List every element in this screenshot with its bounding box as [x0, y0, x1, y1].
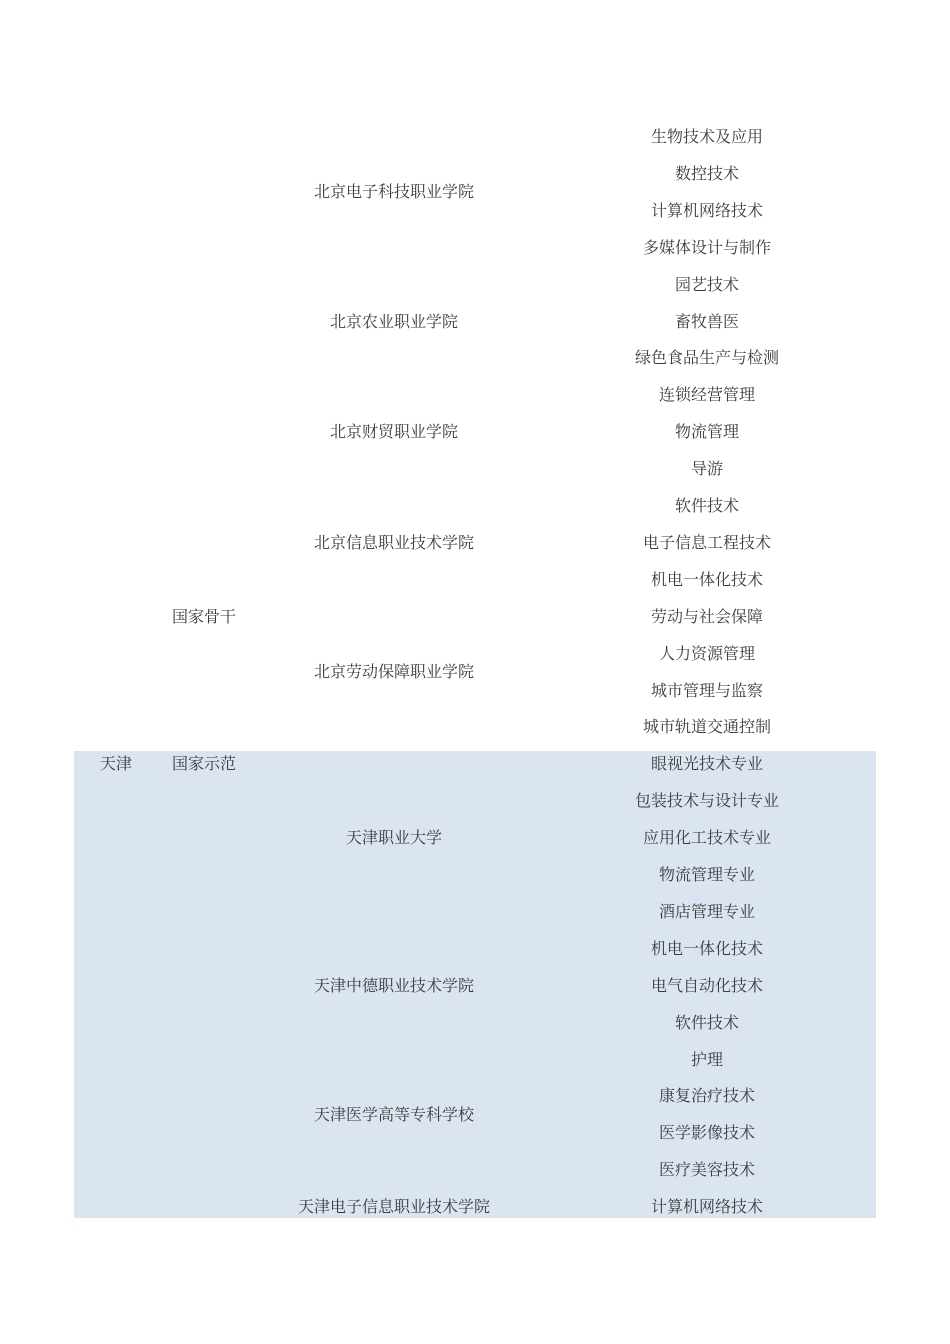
major-name: 绿色食品生产与检测 [634, 348, 779, 368]
school-name: 北京农业职业学院 [329, 311, 458, 331]
major-name: 电气自动化技术 [650, 975, 763, 995]
school-name: 北京电子科技职业学院 [313, 182, 474, 202]
major-name: 康复治疗技术 [658, 1086, 755, 1106]
major-name: 医学影像技术 [658, 1123, 755, 1143]
major-name: 机电一体化技术 [650, 938, 763, 958]
major-name: 医疗美容技术 [658, 1160, 755, 1180]
region-label: 天津 [99, 754, 132, 774]
school-name: 北京财贸职业学院 [329, 422, 458, 442]
region-label [74, 599, 158, 635]
institution-type-label: 国家示范 [171, 754, 236, 774]
major-name: 酒店管理专业 [658, 901, 755, 921]
school-name: 北京劳动保障职业学院 [313, 662, 474, 682]
major-name: 计算机网络技术 [650, 1197, 763, 1217]
major-name: 物流管理 [674, 422, 739, 442]
major-name: 连锁经营管理 [658, 385, 755, 405]
major-name: 护理 [690, 1049, 723, 1069]
major-name: 物流管理专业 [658, 865, 755, 884]
school-name: 天津医学高等专科学校 [313, 1104, 474, 1124]
major-name: 软件技术 [674, 1012, 739, 1032]
major-name: 劳动与社会保障 [650, 606, 763, 626]
major-name: 眼视光技术专业 [650, 754, 763, 774]
major-name: 畜牧兽医 [674, 311, 739, 331]
major-name: 多媒体设计与制作 [642, 237, 771, 257]
major-name: 城市管理与监察 [650, 680, 763, 700]
major-name: 园艺技术 [674, 274, 739, 294]
major-name: 软件技术 [674, 496, 739, 515]
major-name: 包装技术与设计专业 [634, 791, 779, 811]
major-name: 城市轨道交通控制 [642, 717, 771, 737]
school-name: 天津电子信息职业技术学院 [297, 1197, 490, 1217]
school-name: 天津职业大学 [345, 828, 442, 848]
major-name: 电子信息工程技术 [642, 532, 771, 552]
major-name: 计算机网络技术 [650, 200, 763, 220]
major-name: 数控技术 [674, 163, 739, 183]
school-name: 北京信息职业技术学院 [313, 532, 474, 552]
major-name: 应用化工技术专业 [642, 828, 771, 848]
school-name: 天津中德职业技术学院 [313, 975, 474, 995]
major-name: 机电一体化技术 [650, 569, 763, 589]
major-name: 生物技术及应用 [650, 127, 763, 146]
major-name: 导游 [690, 459, 723, 479]
major-name: 人力资源管理 [658, 643, 755, 663]
institution-type-label: 国家骨干 [171, 606, 236, 626]
